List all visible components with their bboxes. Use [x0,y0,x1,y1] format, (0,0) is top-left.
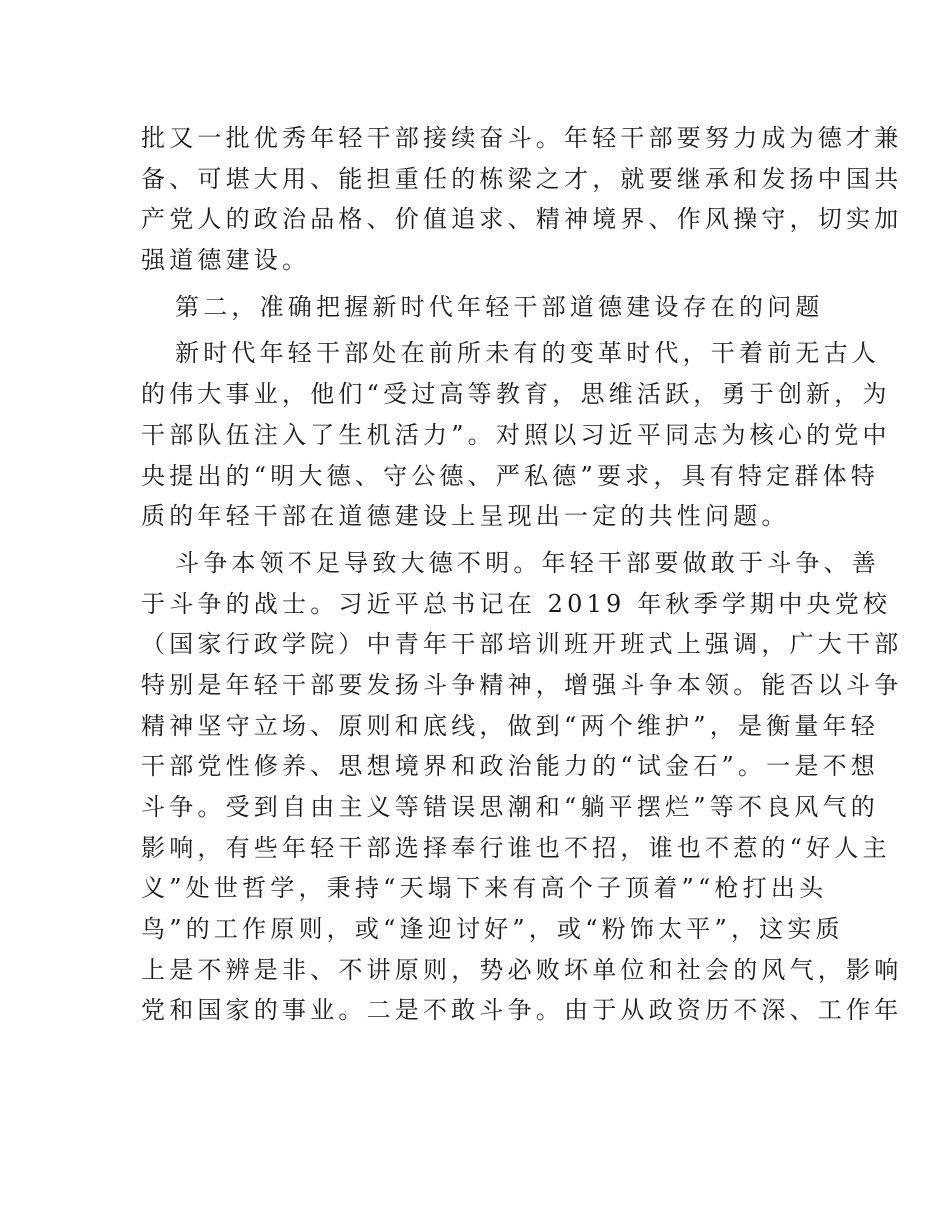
text-line: 产党人的政治品格、价值追求、精神境界、作风操守，切实加 [141,205,903,234]
text-line: 的伟大事业，他们“受过高等教育，思维活跃，勇于创新，为 [141,380,891,409]
heading-line: 第二，准确把握新时代年轻干部道德建设存在的问题 [175,292,824,321]
text-line: 央提出的“明大德、守公德、严私德”要求，具有特定群体特 [141,461,879,490]
text-line: 于斗争的战士。习近平总书记在 2019 年秋季学期中央党校 [141,589,892,618]
text-line: （国家行政学院）中青年干部培训班开班式上强调，广大干部 [141,630,903,659]
text-line: 特别是年轻干部要发扬斗争精神，增强斗争本领。能否以斗争 [141,670,903,699]
text-line: 斗争。受到自由主义等错误思潮和“躺平摆烂”等不良风气的 [141,793,879,821]
text-line: 斗争本领不足导致大德不明。年轻干部要做敢于斗争、善 [175,548,880,577]
text-line: 备、可堪大用、能担重任的栋梁之才，就要继承和发扬中国共 [141,164,903,193]
text-line: 新时代年轻干部处在前所未有的变革时代，干着前无古人 [175,339,880,368]
document-body [141,118,903,1031]
paragraph-struggle [141,543,903,1031]
paragraph-problems-intro [141,333,891,536]
text-line: 批又一批优秀年轻干部接续奋斗。年轻干部要努力成为德才兼 [141,124,903,152]
text-line: 干部队伍注入了生机活力”。对照以习近平同志为核心的党中 [141,420,891,449]
text-line: 鸟”的工作原则，或“逢迎讨好”，或“粉饰太平”，这实质 [141,915,844,944]
section-heading [141,287,824,328]
text-line: 影响，有些年轻干部选择奉行谁也不招，谁也不惹的“好人主 [141,833,891,862]
paragraph-continuation [141,118,903,281]
text-line: 上是不辨是非、不讲原则，势必败坏单位和社会的风气，影响 [141,955,903,984]
text-line: 强道德建设。 [141,246,311,275]
text-line: 党和国家的事业。二是不敢斗争。由于从政资历不深、工作年 [141,996,903,1025]
text-line: 精神坚守立场、原则和底线，做到“两个维护”，是衡量年轻 [141,711,879,740]
text-line: 质的年轻干部在道德建设上呈现出一定的共性问题。 [141,502,790,531]
text-line: 干部党性修养、思想境界和政治能力的“试金石”。一是不想 [141,752,879,781]
text-line: 义”处世哲学，秉持“天塌下来有高个子顶着”“枪打出头 [141,874,828,903]
